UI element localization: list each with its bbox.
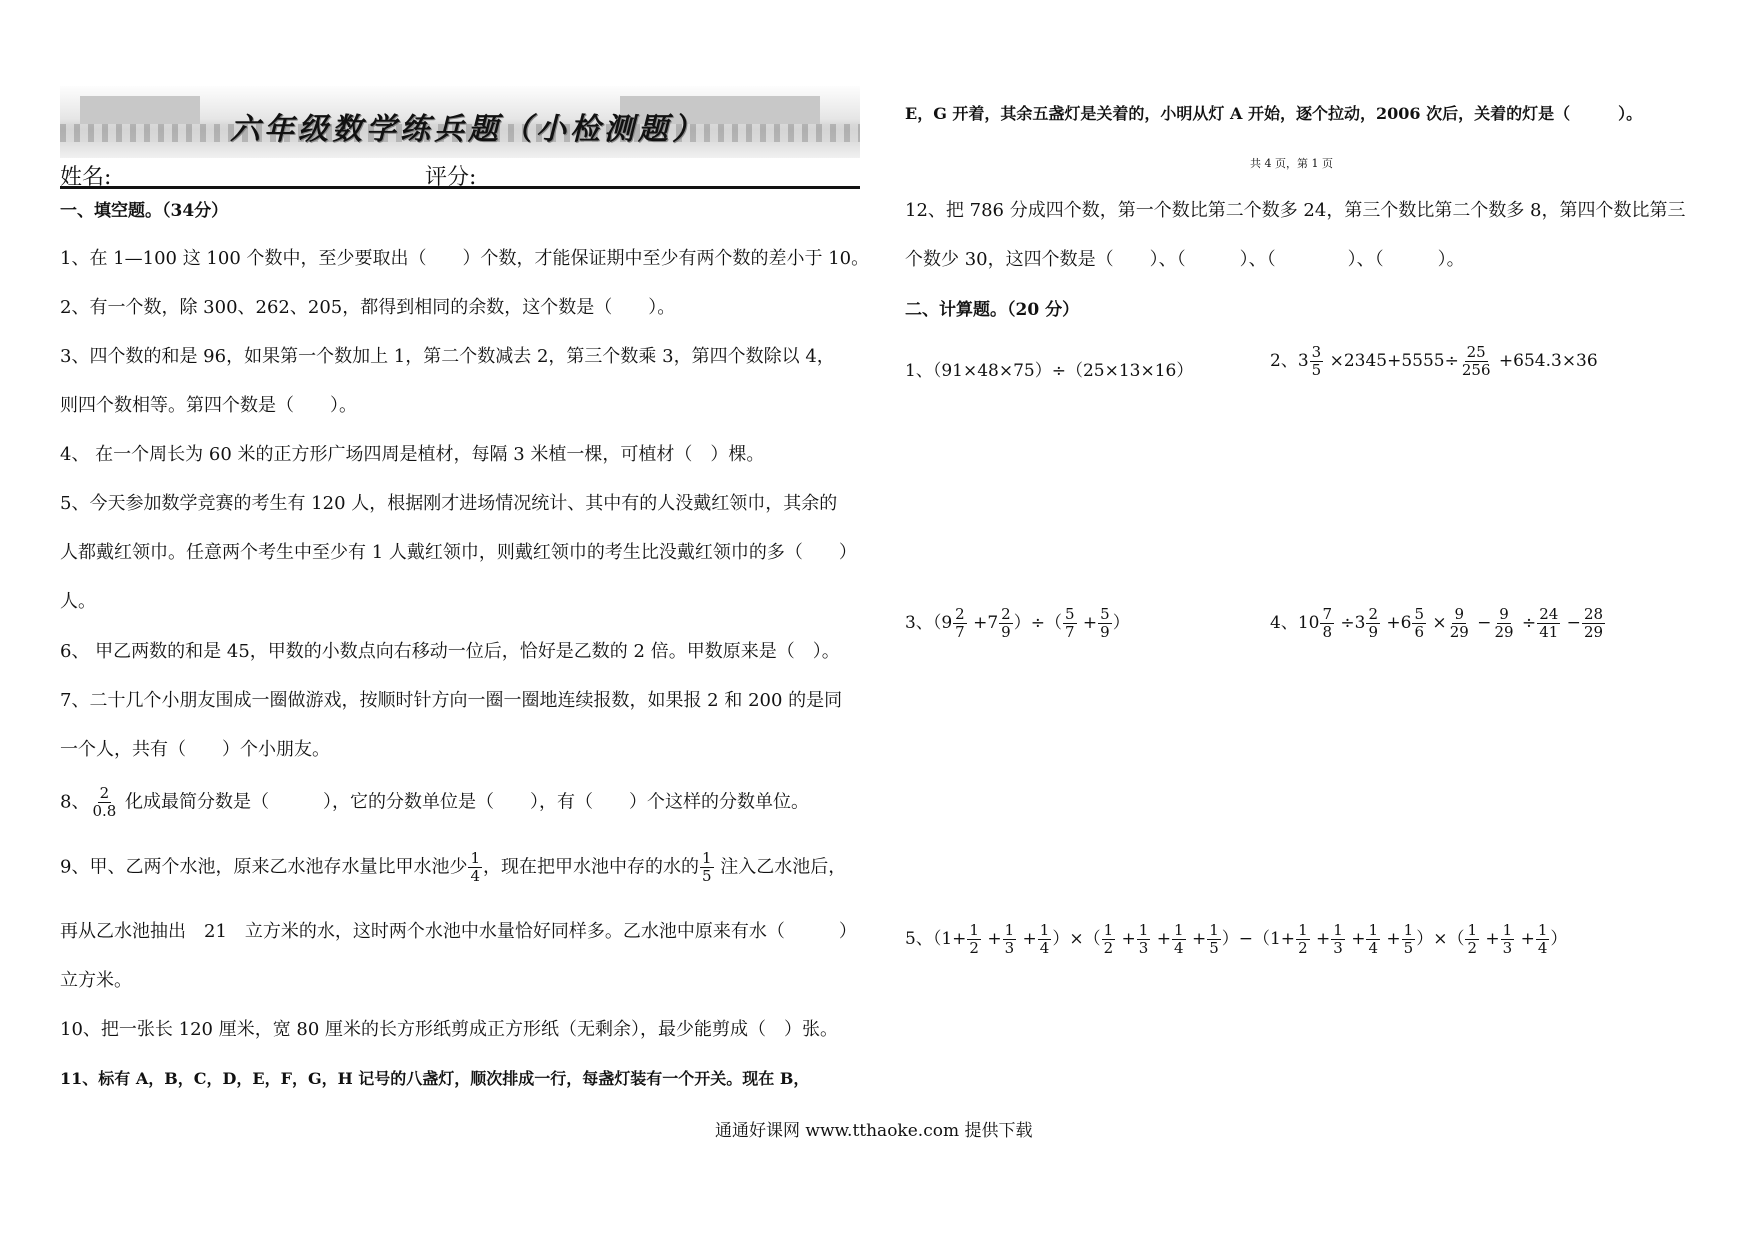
c5-den: 4 xyxy=(1368,939,1379,957)
c5-frac xyxy=(1137,922,1151,957)
c5-num: 1 xyxy=(969,921,979,939)
q9-f2-den: 5 xyxy=(702,867,712,885)
c5-num: 1 xyxy=(1138,921,1149,939)
page-number: 共 4 页，第 1 页 xyxy=(1250,157,1333,170)
c3-f1-den: 7 xyxy=(955,623,965,641)
c2-f2-num: 25 xyxy=(1466,343,1486,361)
c5-den: 3 xyxy=(1004,939,1015,957)
c3-fraction-4 xyxy=(1098,606,1112,641)
c5-plus: + xyxy=(1480,929,1500,949)
c4-f2-den: 9 xyxy=(1368,623,1379,641)
c2-f1-num: 3 xyxy=(1311,343,1322,361)
c5-plus: + xyxy=(1381,929,1401,949)
c4-f5-num: 9 xyxy=(1499,605,1509,623)
question-3-line1: 3、四个数的和是 96，如果第一个数加上 1，第二个数减去 2，第三个数乘 3，第四个数除以 4， xyxy=(60,346,835,367)
question-11-line1: 11、标有 A，B，C，D，E，F，G，H 记号的八盏灯，顺次排成一行，每盏灯装有一个开关。现在 B， xyxy=(60,1069,810,1088)
c2-f1-den: 5 xyxy=(1311,361,1322,379)
c3-op-3: + xyxy=(1077,613,1098,633)
q9-text-a: 9、甲、乙两个水池，原来乙水池存水量比甲水池少 xyxy=(60,856,468,878)
banner-building-image xyxy=(80,96,200,124)
c5-num: 1 xyxy=(1403,921,1414,939)
c2-fraction-2 xyxy=(1460,344,1493,379)
c4-op-4: − xyxy=(1471,613,1492,633)
question-1: 1、在 1—100 这 100 个数中，至少要取出（ ）个数，才能保证期中至少有两个数的差小于 10。 xyxy=(60,248,870,269)
c4-op-2: +6 xyxy=(1381,613,1412,633)
section-fill-blank-heading: 一、填空题。（34分） xyxy=(60,201,229,221)
c3-f4-den: 9 xyxy=(1100,623,1110,641)
c3-op-2: ）÷（ xyxy=(1013,613,1062,633)
c4-fraction-3 xyxy=(1412,606,1426,641)
calc-3 xyxy=(905,606,1130,641)
c3-f2-den: 9 xyxy=(1001,623,1011,641)
c3-op-1: +7 xyxy=(967,613,999,633)
title-banner xyxy=(60,86,860,158)
right-column xyxy=(905,0,1725,1240)
c5-den: 2 xyxy=(1298,939,1308,957)
c5-frac xyxy=(1003,922,1017,957)
c5-den: 5 xyxy=(1209,939,1219,957)
c5-frac xyxy=(1102,922,1116,957)
question-9-line1 xyxy=(60,850,846,885)
c5-sep-c: ）×（ xyxy=(1416,929,1465,949)
c5-plus: + xyxy=(1151,929,1171,949)
c4-op-5: ÷ xyxy=(1516,613,1537,633)
c5-frac xyxy=(1536,922,1550,957)
c5-frac xyxy=(1331,922,1345,957)
question-9-line2: 再从乙水池抽出 21 立方米的水，这时两个水池中水量恰好同样多。乙水池中原来有水（ ） xyxy=(60,921,857,942)
c2-fraction-1 xyxy=(1310,344,1324,379)
c5-num: 1 xyxy=(1467,921,1478,939)
c3-op-4: ） xyxy=(1112,613,1130,633)
q9-f1-num: 1 xyxy=(470,849,480,867)
left-column xyxy=(60,0,870,1240)
name-score-row xyxy=(60,160,860,189)
q9-text-c: 注入乙水池后， xyxy=(714,856,847,878)
question-12-line2: 个数少 30，这四个数是（ ）、（ ）、（ ）、（ ）。 xyxy=(905,249,1465,270)
c5-frac xyxy=(1402,922,1416,957)
c4-op-6: − xyxy=(1561,613,1581,633)
question-11-line2: E，G 开着，其余五盏灯是关着的，小明从灯 A 开始，逐个拉动，2006 次后，关着的灯是（ ）。 xyxy=(905,104,1643,123)
c3-f1-num: 2 xyxy=(955,605,965,623)
c2-suffix: +654.3×36 xyxy=(1493,351,1598,371)
c5-den: 4 xyxy=(1039,939,1050,957)
calc-5 xyxy=(905,922,1567,957)
question-12-line1: 12、把 786 分成四个数，第一个数比第二个数多 24，第三个数比第二个数多 8，第四个数比第三 xyxy=(905,200,1686,221)
q9-text-b: ，现在把甲水池中存的水的 xyxy=(483,856,699,878)
c5-num: 1 xyxy=(1502,921,1513,939)
c5-plus: + xyxy=(981,929,1002,949)
calc-4 xyxy=(1270,606,1606,641)
question-5-line3: 人。 xyxy=(60,591,96,612)
c4-f4-num: 9 xyxy=(1454,605,1464,623)
c4-fraction-6 xyxy=(1537,606,1560,641)
section-calculation-heading: 二、计算题。（20 分） xyxy=(905,300,1080,320)
c4-f3-num: 5 xyxy=(1414,605,1425,623)
c5-plus: + xyxy=(1017,929,1037,949)
c2-prefix: 2、3 xyxy=(1270,351,1309,371)
question-5-line2: 人都戴红领巾。任意两个考生中至少有 1 人戴红领巾，则戴红领巾的考生比没戴红领巾的多（ ） xyxy=(60,542,857,563)
c4-f7-den: 29 xyxy=(1583,623,1604,641)
c4-prefix: 4、10 xyxy=(1270,613,1320,633)
question-4: 4、 在一个周长为 60 米的正方形广场四周是植材，每隔 3 米植一棵，可植材（ ）棵。 xyxy=(60,444,765,465)
q8-prefix: 8、 xyxy=(60,791,90,813)
c3-f4-num: 5 xyxy=(1100,605,1110,623)
question-5-line1: 5、今天参加数学竞赛的考生有 120 人，根据刚才进场情况统计、其中有的人没戴红领巾，其余的 xyxy=(60,493,838,514)
question-2: 2、有一个数，除 300、262、205，都得到相同的余数，这个数是（ ）。 xyxy=(60,297,676,318)
calc-1: 1、（91×48×75）÷（25×13×16） xyxy=(905,361,1194,381)
c4-fraction-4 xyxy=(1448,606,1471,641)
question-9-line3: 立方米。 xyxy=(60,970,132,991)
c5-num: 1 xyxy=(1039,921,1050,939)
page-title: 六年级数学练兵题（小检测题） xyxy=(230,112,706,147)
c5-frac xyxy=(1366,922,1380,957)
c5-frac xyxy=(1172,922,1186,957)
c5-den: 4 xyxy=(1537,939,1548,957)
c5-frac xyxy=(967,922,981,957)
c5-num: 1 xyxy=(1209,921,1219,939)
question-7-line2: 一个人，共有（ ）个小朋友。 xyxy=(60,739,330,760)
c4-f1-num: 7 xyxy=(1322,605,1332,623)
c5-sep-b: ）−（1+ xyxy=(1221,929,1296,949)
c5-plus: + xyxy=(1515,929,1535,949)
q8-denominator: 0.8 xyxy=(92,802,117,820)
c4-f2-num: 2 xyxy=(1368,605,1379,623)
c5-num: 1 xyxy=(1298,921,1308,939)
c5-num: 1 xyxy=(1174,921,1184,939)
c5-frac xyxy=(1296,922,1310,957)
c4-fraction-1 xyxy=(1320,606,1334,641)
c5-num: 1 xyxy=(1004,921,1015,939)
c4-f5-den: 29 xyxy=(1494,623,1514,641)
c5-den: 3 xyxy=(1502,939,1513,957)
calc-2 xyxy=(1270,344,1598,379)
c2-mid: ×2345+5555÷ xyxy=(1324,351,1459,371)
c4-f1-den: 8 xyxy=(1322,623,1332,641)
c4-op-1: ÷3 xyxy=(1335,613,1366,633)
c5-den: 2 xyxy=(1467,939,1478,957)
c5-den: 4 xyxy=(1174,939,1184,957)
c4-fraction-2 xyxy=(1366,606,1380,641)
c5-sep-d: ） xyxy=(1550,929,1568,949)
c4-f4-den: 29 xyxy=(1449,623,1469,641)
c4-f7-num: 28 xyxy=(1583,605,1604,623)
c3-fraction-2 xyxy=(999,606,1013,641)
c5-den: 3 xyxy=(1138,939,1149,957)
c5-den: 2 xyxy=(1103,939,1114,957)
question-10: 10、把一张长 120 厘米，宽 80 厘米的长方形纸剪成正方形纸（无剩余），最少能剪成（ ）张。 xyxy=(60,1019,839,1040)
c5-prefix: 5、（1+ xyxy=(905,929,967,949)
c5-num: 1 xyxy=(1368,921,1379,939)
c4-fraction-7 xyxy=(1582,606,1605,641)
c4-fraction-5 xyxy=(1492,606,1515,641)
c3-fraction-1 xyxy=(953,606,967,641)
q8-fraction xyxy=(90,785,118,820)
c5-num: 1 xyxy=(1537,921,1548,939)
score-label: 评分: xyxy=(425,165,477,190)
c2-f2-den: 256 xyxy=(1461,361,1491,379)
c4-op-3: × xyxy=(1427,613,1447,633)
c4-f6-num: 24 xyxy=(1539,605,1559,623)
c3-f2-num: 2 xyxy=(1001,605,1011,623)
c4-f3-den: 6 xyxy=(1414,623,1425,641)
q9-fraction-2 xyxy=(700,850,714,885)
q9-f2-num: 1 xyxy=(702,849,712,867)
c5-sep-a: ）×（ xyxy=(1052,929,1101,949)
c5-den: 3 xyxy=(1333,939,1343,957)
c5-plus: + xyxy=(1186,929,1207,949)
q9-fraction-1 xyxy=(468,850,482,885)
c5-num: 1 xyxy=(1333,921,1343,939)
c5-plus: + xyxy=(1310,929,1331,949)
c3-f3-num: 5 xyxy=(1064,605,1075,623)
c5-den: 5 xyxy=(1403,939,1414,957)
c5-num: 1 xyxy=(1103,921,1114,939)
question-7-line1: 7、二十几个小朋友围成一圈做游戏，按顺时针方向一圈一圈地连续报数，如果报 2 和 200 的是同 xyxy=(60,690,843,711)
question-3-line2: 则四个数相等。第四个数是（ ）。 xyxy=(60,395,357,416)
c5-frac xyxy=(1501,922,1515,957)
q8-text: 化成最简分数是（ ），它的分数单位是（ ），有（ ）个这样的分数单位。 xyxy=(119,791,810,813)
q9-f1-den: 4 xyxy=(470,867,480,885)
c5-den: 2 xyxy=(969,939,979,957)
c3-prefix: 3、（9 xyxy=(905,613,953,633)
question-8 xyxy=(60,785,809,820)
c3-f3-den: 7 xyxy=(1064,623,1075,641)
q8-numerator: 2 xyxy=(99,784,110,802)
c5-frac xyxy=(1207,922,1221,957)
c5-frac xyxy=(1038,922,1052,957)
question-6: 6、 甲乙两数的和是 45，甲数的小数点向右移动一位后，恰好是乙数的 2 倍。甲数原来是（ ）。 xyxy=(60,641,840,662)
name-label: 姓名: xyxy=(60,165,112,190)
c5-plus: + xyxy=(1116,929,1136,949)
footer-credit: 通通好课网 www.tthaoke.com 提供下载 xyxy=(715,1121,1033,1141)
c5-plus: + xyxy=(1345,929,1366,949)
c3-fraction-3 xyxy=(1063,606,1077,641)
c5-frac xyxy=(1465,922,1479,957)
c4-f6-den: 41 xyxy=(1539,623,1559,641)
